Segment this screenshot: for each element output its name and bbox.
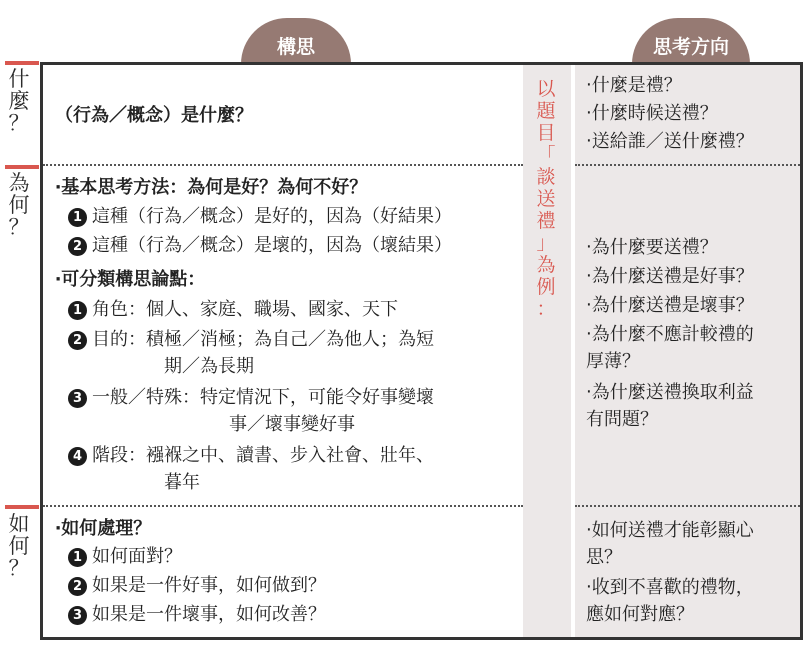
row-divider-main-1 [43,164,523,166]
row-label-char: 為 [8,171,30,195]
why-basic-text: 這種（行為／概念）是壞的，因為（壞結果） [92,235,452,256]
how-direction-1-cont: 思？ [586,547,622,568]
side-char: 送 [536,188,556,210]
side-char: 「 [536,144,556,166]
what-direction-3: ‧送給誰／送什麼禮？ [586,131,754,152]
why-direction-2: ‧為什麼送禮是好事？ [586,266,754,287]
header-tab-main [241,18,351,64]
row-label-why [5,172,33,238]
side-example-label [534,78,558,320]
why-category-continuation: 暮年 [164,472,200,493]
what-direction-2: ‧什麼時候送禮？ [586,103,718,124]
side-char: 」 [536,232,556,254]
why-basic-text: 這種（行為／概念）是好的，因為（好結果） [92,206,452,227]
number-badge: 4 [68,447,87,466]
side-char: 例 [536,276,556,298]
why-category-text: 目的：積極／消極；為自己／為他人；為短 [92,329,434,350]
why-category-continuation: 期／為長期 [164,356,254,377]
how-direction-2: ‧收到不喜歡的禮物， [586,577,754,598]
number-badge: 1 [68,548,87,567]
how-heading: ‧如何處理？ [55,518,152,539]
why-category-item [68,297,398,322]
why-category-continuation: 事／壞事變好事 [229,414,355,435]
header-direction-label: 思考方向 [652,36,729,58]
side-char: 談 [536,166,556,188]
side-char: ： [536,298,556,320]
row-label-char: ？ [8,556,30,580]
why-category-text: 角色：個人、家庭、職場、國家、天下 [92,299,398,320]
why-direction-5: ‧為什麼送禮換取利益 [586,382,754,403]
why-direction-1: ‧為什麼要送禮？ [586,237,718,258]
why-category-text: 一般／特殊：特定情況下，可能令好事變壞 [92,387,434,408]
row-label-how [5,513,33,579]
why-category-text: 階段：襁褓之中、讀書、步入社會、壯年、 [92,445,434,466]
how-direction-1: ‧如何送禮才能彰顯心 [586,520,754,541]
row-divider-main-2 [43,505,523,507]
number-badge: 3 [68,606,87,625]
number-badge: 1 [68,301,87,320]
why-basic-item [68,204,452,229]
side-char: 目 [536,122,556,144]
row-label-char: 什 [8,67,30,91]
how-item [68,573,326,598]
number-badge: 1 [68,208,87,227]
header-tab-direction [632,18,750,64]
how-item [68,544,182,569]
row-label-char: ？ [8,111,30,135]
why-basic-item [68,233,452,258]
why-direction-5-cont: 有問題？ [586,409,658,430]
row-label-char: 何 [8,193,30,217]
number-badge: 2 [68,237,87,256]
how-item-text: 如果是一件好事，如何做到？ [92,575,326,596]
row-divider-dir-2 [575,505,800,507]
why-category-item [68,443,434,468]
why-heading-basic: ‧基本思考方法：為何是好？為何不好？ [55,177,368,198]
row-label-char: 如 [8,512,30,536]
row-marker-why [5,165,39,169]
why-direction-3: ‧為什麼送禮是壞事？ [586,295,754,316]
why-direction-4: ‧為什麼不應計較禮的 [586,324,754,345]
why-heading-categories: ‧可分類構思論點： [55,269,206,290]
row-label-char: 何 [8,534,30,558]
number-badge: 2 [68,577,87,596]
how-direction-2-cont: 應如何對應？ [586,604,694,625]
row-divider-dir-1 [575,164,800,166]
how-item-text: 如果是一件壞事，如何改善？ [92,604,326,625]
row-marker-what [5,61,39,65]
side-char: 禮 [536,210,556,232]
row-label-char: ？ [8,215,30,239]
what-direction-1: ‧什麼是禮？ [586,75,682,96]
why-category-item [68,385,434,410]
why-direction-4-cont: 厚薄？ [586,351,640,372]
number-badge: 2 [68,331,87,350]
side-char: 以 [536,78,556,100]
what-question: （行為／概念）是什麼？ [55,105,253,126]
how-item-text: 如何面對？ [92,546,182,567]
how-item [68,602,326,627]
row-label-what [5,68,33,134]
row-marker-how [5,505,39,509]
side-char: 為 [536,254,556,276]
why-category-item [68,327,434,352]
header-main-label: 構思 [276,36,315,58]
row-label-char: 麼 [8,89,30,113]
side-char: 題 [536,100,556,122]
number-badge: 3 [68,389,87,408]
